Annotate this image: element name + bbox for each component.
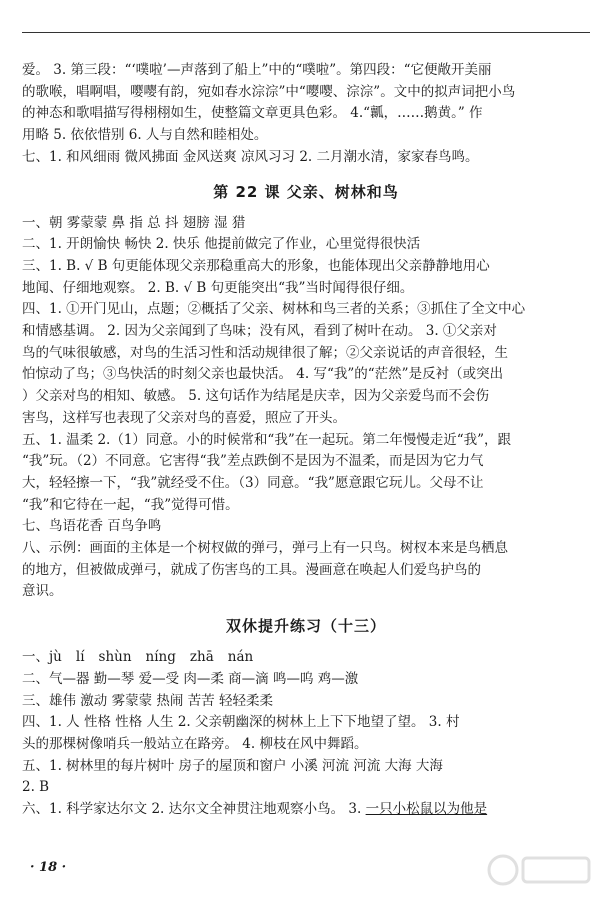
pinyin-syllable: lí (75, 649, 85, 666)
text-line: 的地方，但被做成弹弓，就成了伤害鸟的工具。漫画意在唤起人们爱鸟护鸟的 (22, 561, 481, 578)
text-line (22, 799, 590, 821)
lesson-22-title: 第 22 课 父亲、树林和鸟 (213, 182, 399, 201)
pinyin-syllable: zhā (189, 649, 214, 666)
watermark-logo (485, 850, 595, 892)
text-line: 怕惊动了鸟；③鸟快活的时刻父亲也最快活。 4. 写“我”的“茫然”是反衬（或突出 (22, 366, 504, 383)
text-line: 的歌喉，唱啊唱，嘤嘤有韵，宛如春水淙淙”中“嘤嘤、淙淙”。文中的拟声词把小鸟 (22, 83, 516, 100)
text-line: 五、1. 树林里的每片树叶 房子的屋顶和窗户 小溪 河流 河流 大海 大海 (22, 757, 443, 774)
text-line: 八、示例：画面的主体是一个树杈做的弹弓，弹弓上有一只鸟。树杈本来是鸟栖息 (22, 540, 508, 557)
text-line: 四、1. 人 性格 性格 人生 2. 父亲朝幽深的树林上上下下地望了望。 3. 村 (22, 714, 460, 731)
text-line: 2. B (22, 779, 50, 796)
pinyin-syllable: shùn (98, 649, 132, 666)
text-line: 和情感基调。 2. 因为父亲闻到了鸟味；没有风，看到了树叶在动。 3. ①父亲对 (22, 323, 497, 340)
text-line: “我”玩。（2）不同意。它害得“我”差点跌倒不是因为不温柔，而是因为它力气 (22, 453, 484, 470)
text-line: 五、1. 温柔 2.（1）同意。小的时候常和“我”在一起玩。第二年慢慢走近“我”，跟 (22, 431, 512, 448)
answer-page (22, 60, 590, 821)
text-line: 三、雄伟 激动 雾蒙蒙 热闹 苦苦 轻轻柔柔 (22, 692, 273, 709)
text-line: 四、1. ①开门见山，点题；②概括了父亲、树林和鸟三者的关系；③抓住了全文中心 (22, 301, 526, 318)
answer-prefix: 六、1. 科学家达尔文 2. 达尔文全神贯注地观察小鸟。 3. (22, 801, 366, 818)
text-line: ）父亲对鸟的相知、敏感。 5. 这句话作为结尾是庆幸，因为父亲爱鸟而不会伤 (22, 388, 489, 405)
top-rule (22, 32, 590, 33)
text-line: 害鸟，这样写也表现了父亲对鸟的喜爱，照应了开头。 (22, 409, 346, 426)
page-number: · 18 · (30, 860, 67, 875)
text-line: 三、1. B. √ B 句更能体现父亲那稳重高大的形象，也能体现出父亲静静地用心 (22, 257, 490, 274)
text-line: 大，轻轻擦一下，“我”就经受不住。（3）同意。“我”愿意跟它玩儿。父母不让 (22, 474, 484, 491)
text-line: 的神态和歌唱描写得栩栩如生，使整篇文章更具色彩。 4.“瓤，……鹅黄。” 作 (22, 105, 483, 122)
text-line: 头的那棵树像哨兵一般站立在路旁。 4. 柳枝在风中舞蹈。 (22, 735, 368, 752)
pinyin-syllable: jù (49, 649, 62, 666)
text-line: 七、1. 和风细雨 微风拂面 金风送爽 凉风习习 2. 二月潮水清，家家春鸟鸣。 (22, 148, 479, 165)
pinyin-prefix: 一、 (22, 649, 49, 666)
pinyin-syllable: nán (227, 649, 254, 666)
text-line: 爱。 3. 第三段：“‘噗啦’—声落到了船上”中的“噗啦”。第四段：“它便敞开美丽 (22, 62, 492, 78)
text-line: 一、朝 雾蒙蒙 鼻 指 总 抖 翅膀 湿 猎 (22, 214, 246, 231)
text-line: 七、鸟语花香 百鸟争鸣 (22, 518, 162, 535)
section-continuation (22, 60, 590, 169)
text-line: “我”和它待在一起，“我”觉得可惜。 (22, 496, 239, 513)
underlined-answer: 一只小松鼠以为他是 (365, 801, 488, 818)
text-line: 二、1. 开朗愉快 畅快 2. 快乐 他提前做完了作业，心里觉得很快活 (22, 236, 421, 253)
text-line: 用略 5. 依依惜别 6. 人与自然和睦相处。 (22, 127, 268, 144)
pinyin-line (22, 647, 590, 669)
practice-13-title: 双休提升练习（十三） (225, 617, 386, 636)
text-line: 意识。 (22, 583, 63, 600)
lesson-22-answers (22, 213, 590, 604)
text-line: 鸟的气味很敏感，对鸟的生活习性和活动规律很了解；②父亲说话的声音很轻，生 (22, 344, 508, 361)
text-line: 二、气—器 勤—琴 爱—受 肉—柔 商—滴 鸣—呜 鸡—激 (22, 670, 359, 687)
pinyin-syllable: níng (145, 649, 176, 666)
practice-13-answers (22, 647, 590, 821)
text-line: 地闻、仔细地观察。 2. B. √ B 句更能突出“我”当时闻得很仔细。 (22, 279, 414, 296)
